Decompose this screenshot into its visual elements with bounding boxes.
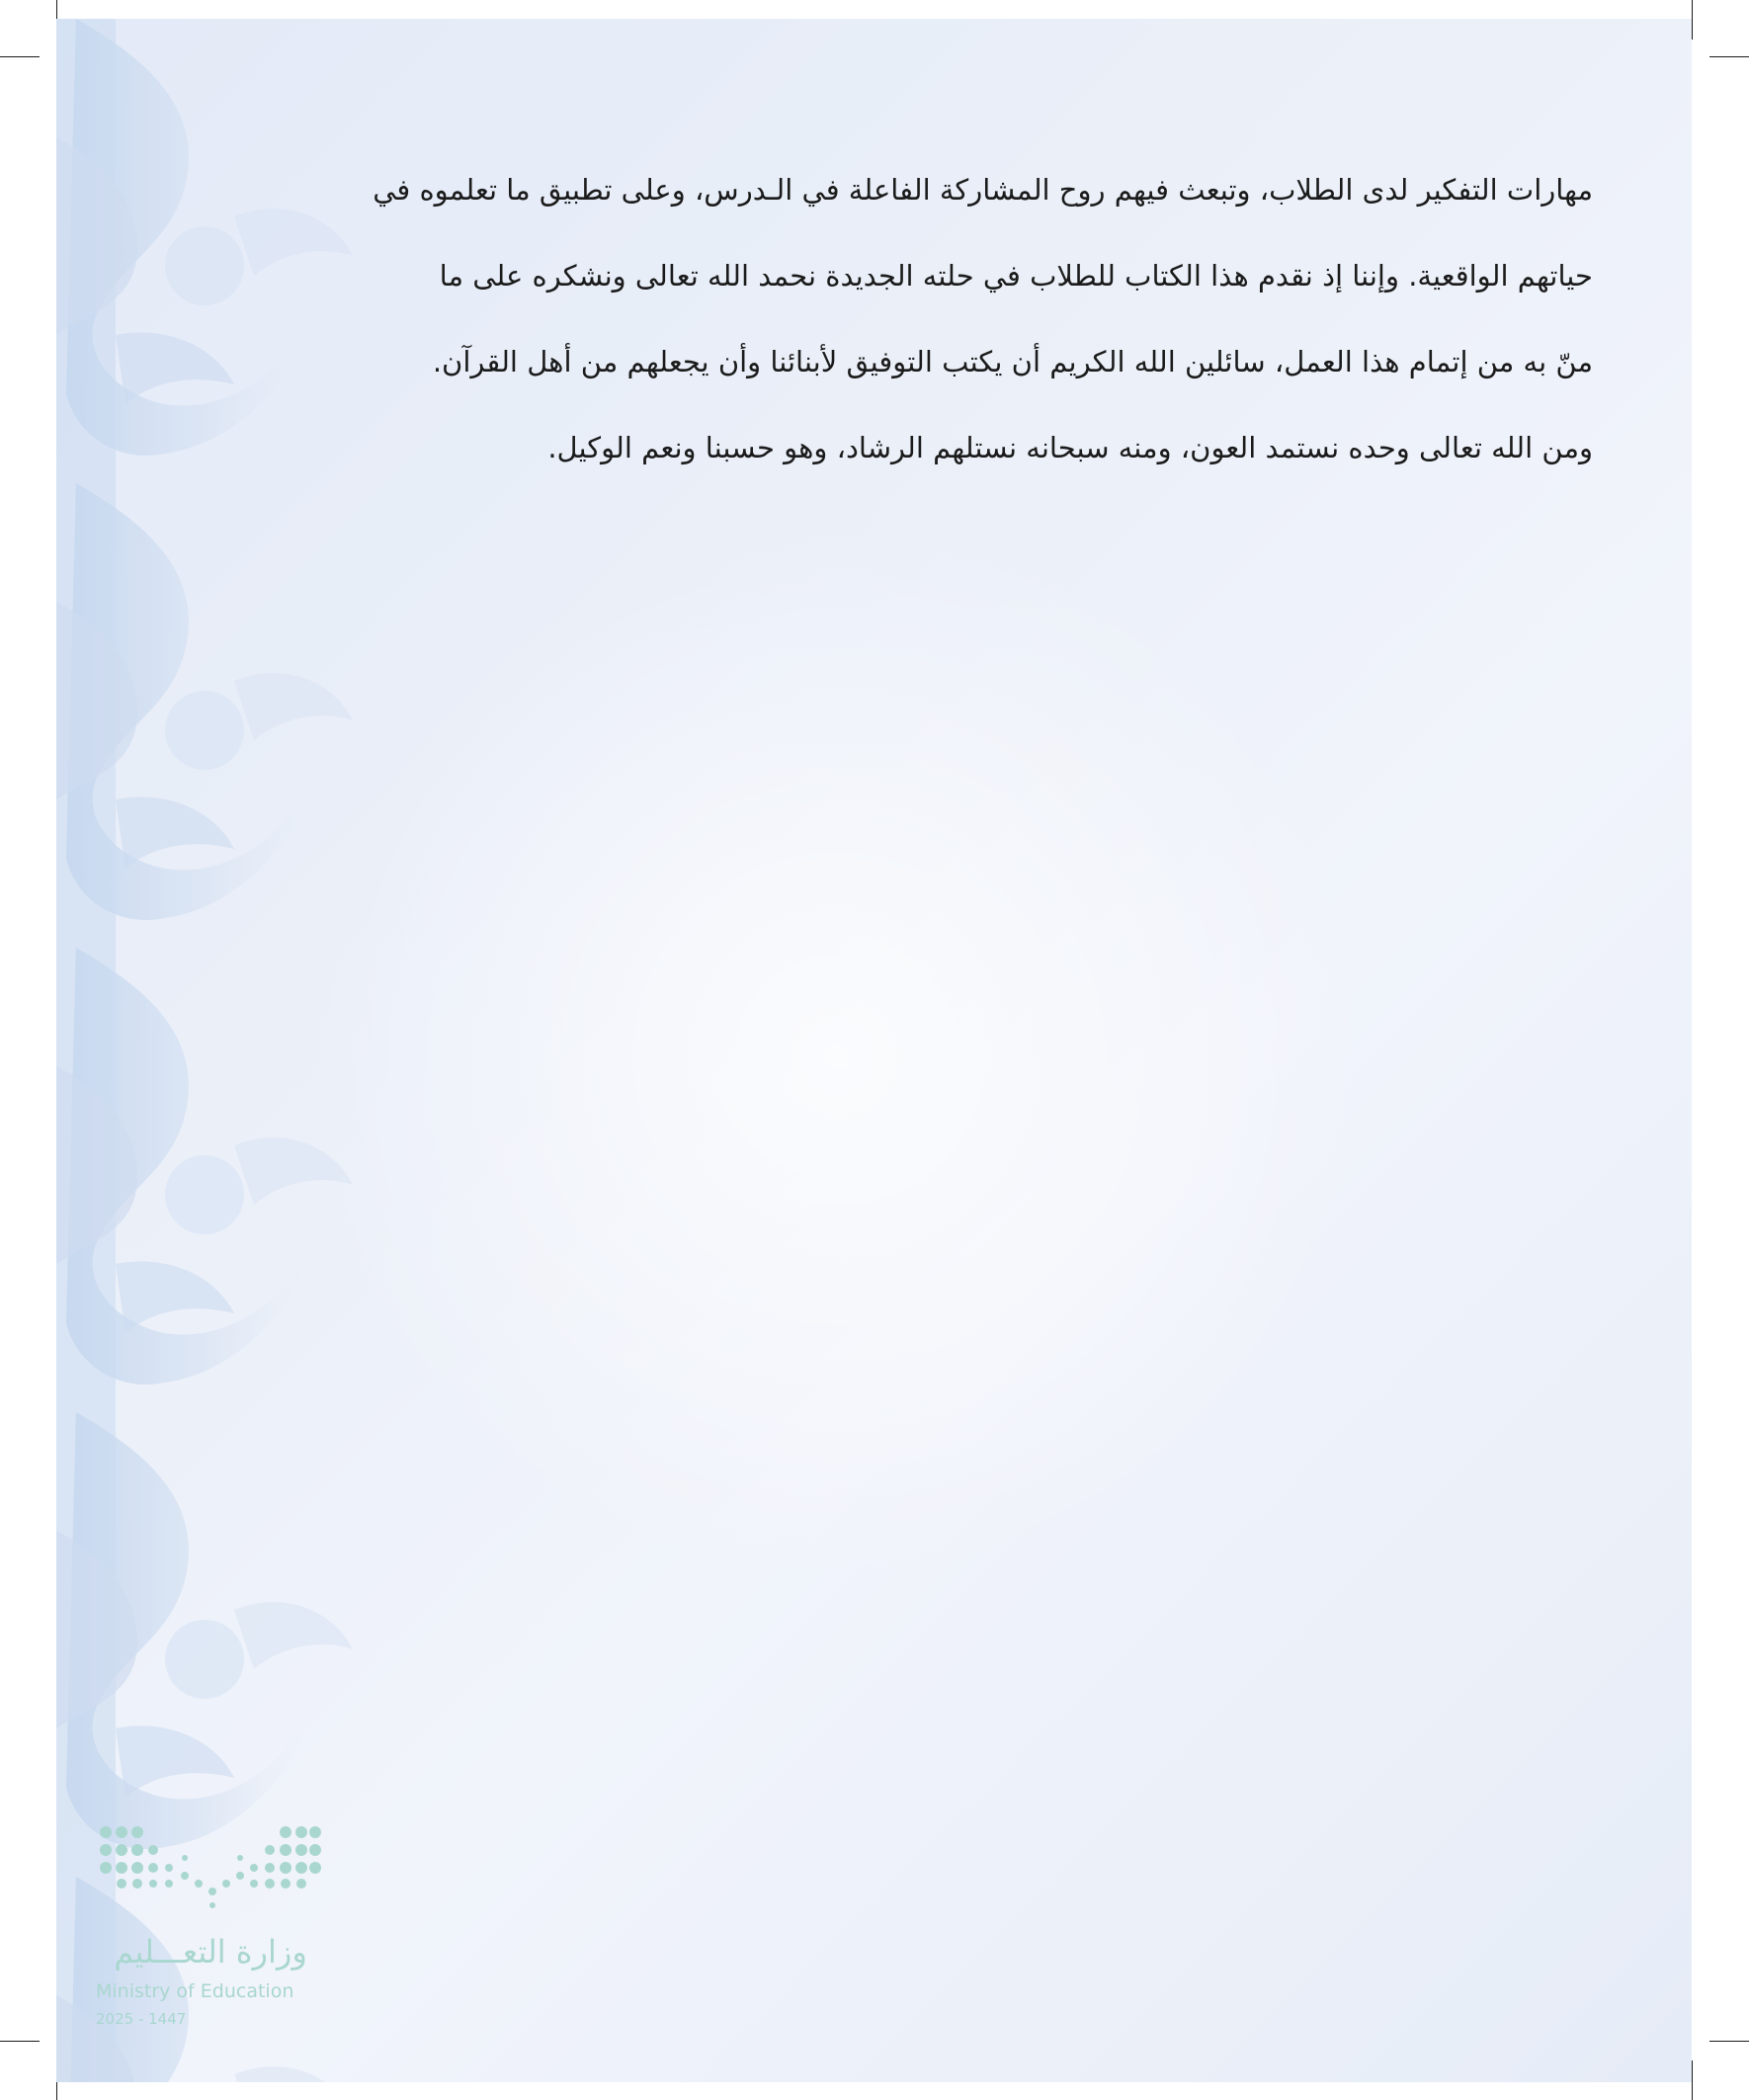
crop-mark-top-left-h bbox=[0, 56, 40, 57]
paragraph-line-3: منّ به من إتمام هذا العمل، سائلين الله الكريم أن يكتب التوفيق لأبنائنا وأن يجعلهم من أهل القرآن. bbox=[432, 345, 1593, 378]
ministry-logo-dots-icon bbox=[96, 1822, 323, 1911]
ministry-logo-year: 2025 - 1447 bbox=[96, 2010, 187, 2028]
crop-mark-top-right-v bbox=[1692, 0, 1693, 40]
paragraph-line-1: مهارات التفكير لدى الطلاب، وتبعث فيهم روح المشاركة الفاعلة في الـدرس، وعلى تطبيق ما تعلموه في bbox=[373, 173, 1593, 207]
ministry-logo-arabic: وزارة التعـــليم bbox=[114, 1933, 307, 1971]
ministry-logo bbox=[96, 1822, 392, 2050]
crop-mark-bottom-left-h bbox=[0, 2041, 40, 2042]
ministry-logo-english: Ministry of Education bbox=[96, 1980, 294, 2002]
crop-mark-bottom-right-v bbox=[1692, 2060, 1693, 2100]
paragraph-line-4: ومن الله تعالى وحده نستمد العون، ومنه سبحانه نستلهم الرشاد، وهو حسبنا ونعم الوكيل. bbox=[547, 431, 1593, 464]
body-paragraph bbox=[303, 147, 1593, 491]
paragraph-line-2: حياتهم الواقعية. وإننا إذ نقدم هذا الكتاب للطلاب في حلته الجديدة نحمد الله تعالى ونشكره على ما bbox=[439, 259, 1593, 293]
crop-mark-bottom-right-h bbox=[1709, 2041, 1749, 2042]
crop-mark-top-right-h bbox=[1709, 56, 1749, 57]
page bbox=[56, 19, 1692, 2082]
